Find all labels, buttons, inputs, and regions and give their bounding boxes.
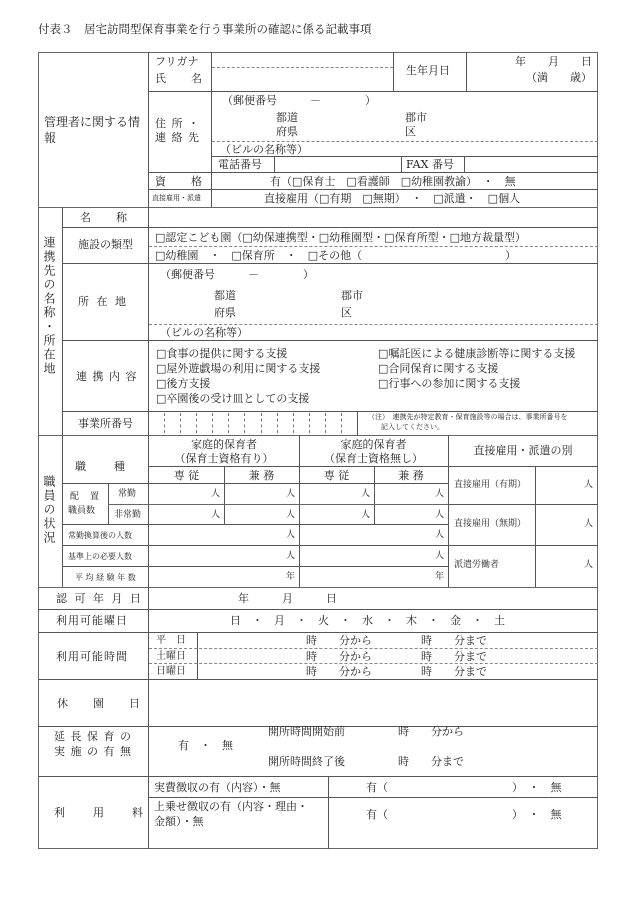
- content-item[interactable]: □合同保育に関する支援: [378, 362, 499, 375]
- required-field[interactable]: 人: [285, 551, 295, 561]
- partner-city-label-1: 郡市: [341, 289, 363, 302]
- fee-row2-close[interactable]: ） ・ 無: [512, 808, 562, 821]
- approval-date-field[interactable]: 年 月 日: [238, 592, 337, 605]
- facility-type-label: 施設の類型: [78, 238, 133, 251]
- content-item[interactable]: □後方支援: [156, 377, 211, 390]
- days-options[interactable]: 日 ・ 月 ・ 火 ・ 水 ・ 木 ・ 金 ・ 土: [230, 614, 505, 627]
- birth-date-field[interactable]: 年 月 日: [515, 55, 592, 68]
- manager-pref-label-2: 府県: [276, 125, 298, 138]
- manager-section-label: 管理者に関する情報: [44, 115, 141, 145]
- hours-to-field[interactable]: 時 分まで: [421, 665, 487, 678]
- hours-label: 利用可能時間: [56, 650, 128, 663]
- emp-fixed-field[interactable]: 人: [583, 480, 593, 490]
- holidays-label: 休 園 日: [57, 697, 141, 710]
- content-item[interactable]: □食事の提供に関する支援: [156, 347, 288, 360]
- hours-day-label: 土曜日: [156, 651, 186, 662]
- partner-name-field[interactable]: [149, 208, 597, 226]
- emp-indef-field[interactable]: 人: [583, 519, 593, 529]
- manager-city-label-1: 郡市: [405, 111, 427, 124]
- days-label: 利用可能曜日: [56, 614, 128, 627]
- partner-pref-label-1: 都道: [214, 289, 236, 302]
- fee-row2-label-1: 上乗せ徴収の有（内容・理由・: [154, 800, 308, 813]
- full-time-header: 専 従: [323, 469, 350, 482]
- content-item[interactable]: □卒園後の受け皿としての支援: [156, 392, 310, 405]
- partner-building-field[interactable]: （ビルの名称等）: [160, 326, 248, 339]
- converted-field[interactable]: 人: [285, 530, 295, 540]
- business-number-box-divider: [180, 413, 181, 433]
- employment-options[interactable]: 直接雇用（□有期 □無期） ・ □派遣・ □個人: [264, 192, 521, 205]
- placement-label-1: 配 置: [70, 492, 101, 502]
- full-time-header: 専 従: [173, 469, 200, 482]
- business-number-box-divider: [196, 413, 197, 433]
- fee-row2-open[interactable]: 有（: [366, 808, 388, 821]
- page-title: 付表３ 居宅訪問型保育事業を行う事業所の確認に係る記載事項: [38, 22, 372, 36]
- emp-dispatch-field[interactable]: 人: [583, 560, 593, 570]
- partner-postal-field[interactable]: （郵便番号 － ）: [160, 268, 314, 281]
- phone-field[interactable]: [275, 157, 400, 171]
- hours-from-field[interactable]: 時 分から: [306, 665, 372, 678]
- extended-yes-no[interactable]: 有 ・ 無: [178, 739, 233, 752]
- phone-label: 電話番号: [218, 158, 262, 171]
- manager-building-field[interactable]: （ビルの名称等）: [220, 143, 308, 156]
- emp-fixed-label: 直接雇用（有期）: [454, 480, 527, 490]
- required-field[interactable]: 人: [434, 551, 444, 561]
- converted-field[interactable]: 人: [434, 530, 444, 540]
- fee-row2-label-2: 金額）・無: [154, 815, 204, 828]
- job-type-label: 職 種: [75, 460, 127, 473]
- content-item[interactable]: □嘱託医による健康診断等に関する支援: [378, 347, 576, 360]
- furigana-field[interactable]: [212, 53, 392, 67]
- fax-field[interactable]: [465, 157, 597, 171]
- manager-postal-field[interactable]: （郵便番号 － ）: [222, 94, 376, 107]
- holidays-field[interactable]: [149, 680, 597, 725]
- regular-label: 常勤: [118, 489, 137, 499]
- furigana-label: フリガナ: [155, 55, 199, 68]
- content-label: 連 携 内 容: [76, 370, 138, 383]
- business-number-box-divider: [244, 413, 245, 433]
- approval-label: 認 可 年 月 日: [56, 592, 143, 605]
- business-number-box-divider: [212, 413, 213, 433]
- name-label: 氏 名: [155, 72, 203, 85]
- count-field[interactable]: 人: [434, 489, 444, 499]
- extended-label-2: 実 施 の 有 無: [54, 745, 132, 758]
- qualification-label: 資 格: [155, 175, 203, 188]
- required-label: 基準上の必要人数: [68, 552, 132, 561]
- age-field[interactable]: （満 歳）: [526, 71, 592, 84]
- birth-label: 生年月日: [406, 64, 450, 77]
- business-no-note-1: （注） 連携先が特定教育・保育施設等の場合は、事業所番号を: [368, 413, 568, 421]
- count-field[interactable]: 人: [210, 510, 220, 520]
- count-field[interactable]: 人: [360, 489, 370, 499]
- partner-pref-label-2: 府県: [214, 306, 236, 319]
- hours-from-field[interactable]: 時 分から: [306, 650, 372, 663]
- count-field[interactable]: 人: [285, 489, 295, 499]
- emp-indef-label: 直接雇用（無期）: [454, 519, 527, 529]
- business-no-note-2: 記入してください。: [381, 423, 444, 431]
- extended-before-time[interactable]: 時 分から: [398, 725, 464, 738]
- qualification-options[interactable]: 有（□保育士 □看護師 □幼稚園教諭） ・ 無: [270, 175, 516, 188]
- address-label-2: 連 絡 先: [155, 131, 200, 144]
- content-item[interactable]: □屋外遊戯場の利用に関する支援: [156, 362, 321, 375]
- business-number-box-divider: [164, 413, 165, 433]
- business-number-box-divider: [261, 413, 262, 433]
- facility-type-options-1[interactable]: □認定こども園（□幼保連携型・□幼稚園型・□保育所型・□地方裁量型）: [155, 231, 526, 244]
- business-number-box-divider: [293, 413, 294, 433]
- count-field[interactable]: 人: [285, 510, 295, 520]
- hours-from-field[interactable]: 時 分から: [306, 634, 372, 647]
- col-employment-title: 直接雇用・派遣の別: [473, 444, 573, 457]
- hours-day-label: 日曜日: [156, 666, 186, 677]
- content-item[interactable]: □行事への参加に関する支援: [378, 377, 521, 390]
- manager-city-label-2: 区: [405, 125, 416, 138]
- hours-day-label: 平 日: [156, 635, 186, 646]
- part-role-header: 兼 務: [398, 469, 424, 482]
- part-role-header: 兼 務: [248, 469, 275, 482]
- count-field[interactable]: 人: [434, 510, 444, 520]
- name-field[interactable]: [212, 68, 392, 90]
- extended-before-label: 開所時間開始前: [268, 725, 345, 738]
- avg-years-field[interactable]: 年: [285, 572, 295, 582]
- extended-after-label: 開所時間終了後: [268, 755, 345, 768]
- col-qualified-subtitle: （保育士資格有り）: [174, 452, 274, 465]
- hours-to-field[interactable]: 時 分まで: [421, 650, 487, 663]
- fax-label: FAX 番号: [406, 158, 454, 171]
- col-unqualified-title: 家庭的保育者: [340, 438, 407, 451]
- col-unqualified-subtitle: （保育士資格無し）: [324, 452, 423, 465]
- business-number-box-divider: [228, 413, 229, 433]
- business-number-box-divider: [277, 413, 278, 433]
- partner-name-label: 名 称: [80, 211, 128, 224]
- fee-row1-label: 実費徴収の有（内容）・無: [154, 781, 281, 794]
- nonregular-label: 非常勤: [114, 510, 142, 520]
- fees-label: 利 用 料: [54, 806, 145, 819]
- fee-row1-close[interactable]: ） ・ 無: [512, 781, 562, 794]
- facility-type-options-2[interactable]: □幼稚園 ・ □保育所 ・ □その他（ ）: [155, 249, 517, 262]
- placement-label-2: 職員数: [68, 506, 96, 516]
- manager-pref-label-1: 都道: [276, 111, 298, 124]
- business-number-box-divider: [325, 413, 326, 433]
- staff-section-label: 職員の状況: [42, 475, 56, 545]
- col-qualified-title: 家庭的保育者: [191, 438, 257, 451]
- address-label-1: 住 所 ・: [155, 117, 200, 130]
- count-field[interactable]: 人: [360, 510, 370, 520]
- extended-label-1: 延 長 保 育 の: [54, 730, 132, 743]
- business-number-box-divider: [341, 413, 342, 433]
- extended-after-time[interactable]: 時 分まで: [398, 755, 464, 768]
- avg-years-label: 平 均 経 験 年 数: [75, 573, 136, 582]
- employment-label: 直接雇用・派遣: [152, 194, 201, 202]
- business-number-box-divider: [309, 413, 310, 433]
- business-no-label: 事業所番号: [78, 417, 133, 430]
- hours-to-field[interactable]: 時 分まで: [421, 634, 487, 647]
- partner-section-label: 連携先の名称・所在地: [42, 236, 56, 376]
- fee-row1-open[interactable]: 有（: [366, 781, 388, 794]
- avg-years-field[interactable]: 年: [434, 572, 444, 582]
- emp-dispatch-label: 派遣労働者: [454, 560, 500, 570]
- location-label: 所 在 地: [78, 295, 128, 308]
- converted-label: 常勤換算後の人数: [68, 531, 132, 540]
- count-field[interactable]: 人: [210, 489, 220, 499]
- partner-city-label-2: 区: [341, 306, 352, 319]
